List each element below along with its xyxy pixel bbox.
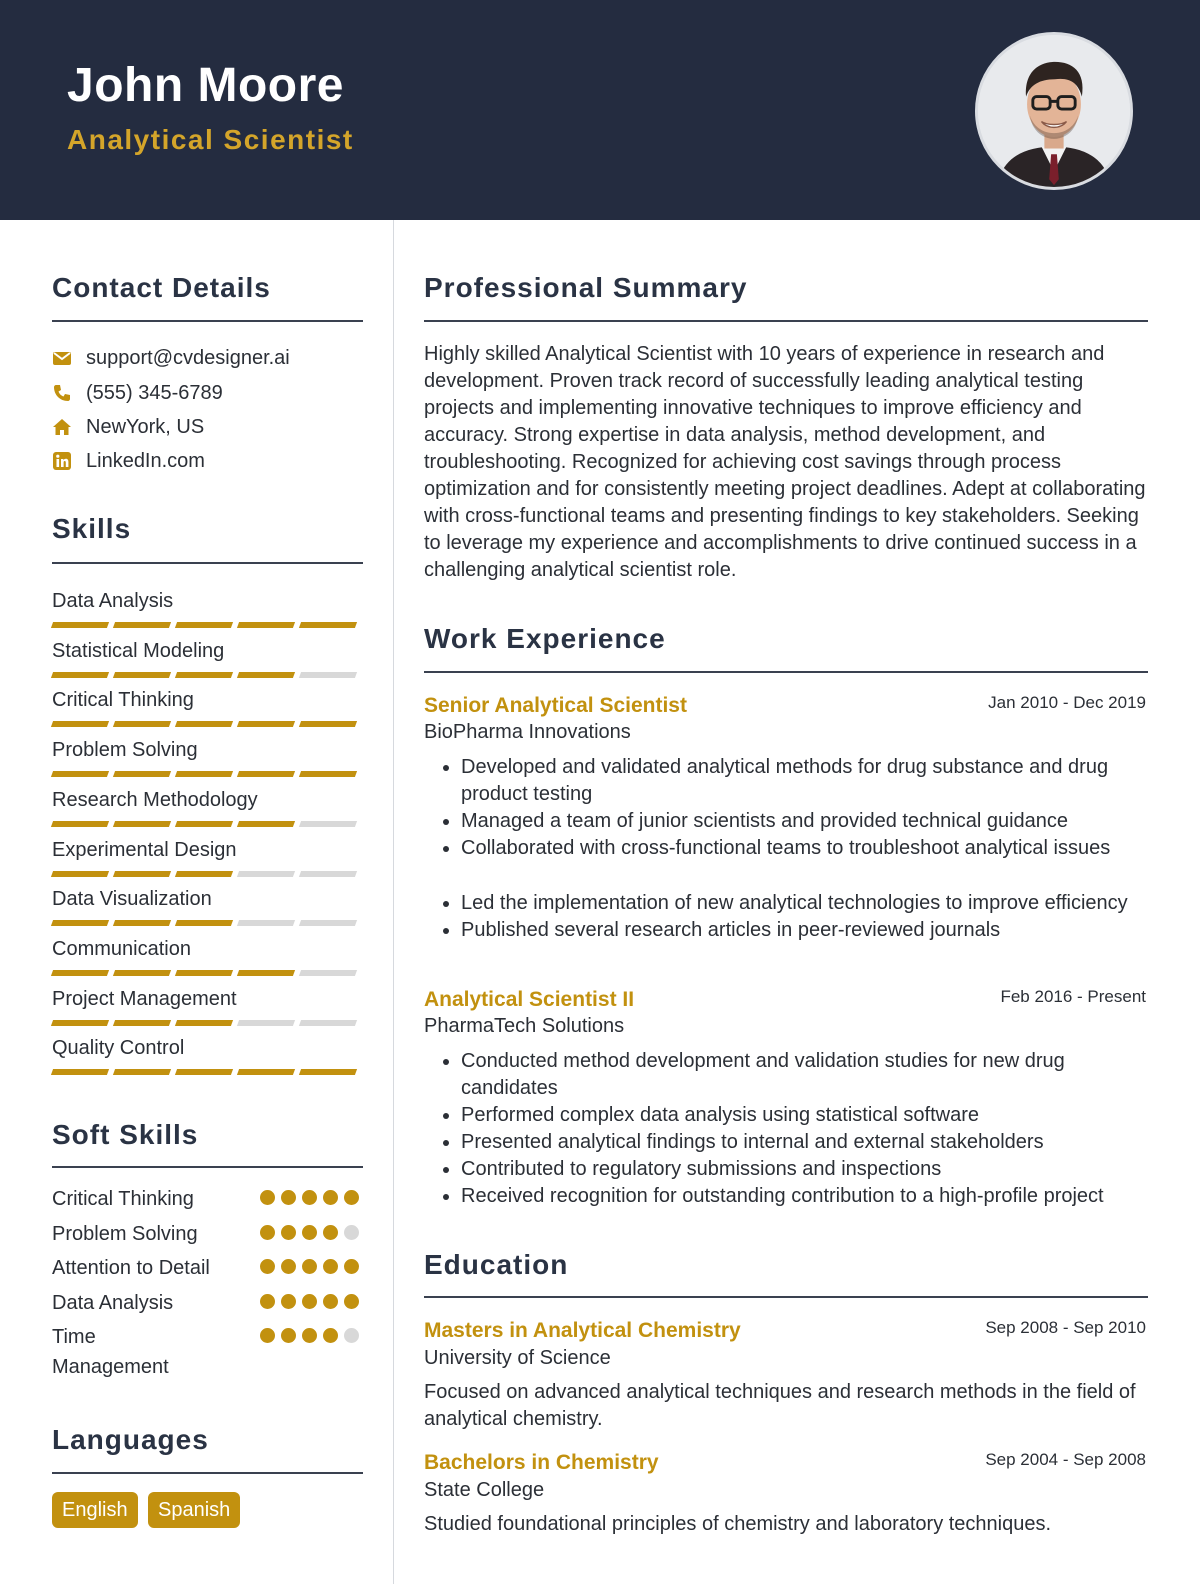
education-description: Focused on advanced analytical techniques and research methods in the field of analytical chemistry. bbox=[424, 1381, 1136, 1430]
job-title: Analytical Scientist II bbox=[424, 988, 635, 1011]
skill-level-segment bbox=[299, 721, 357, 727]
skill-level-segment bbox=[113, 771, 171, 777]
skill-level-segment bbox=[51, 672, 109, 678]
rating-dot bbox=[323, 1328, 338, 1343]
rating-dot bbox=[281, 1225, 296, 1240]
avatar-portrait-icon bbox=[978, 35, 1130, 187]
skill-level-bar bbox=[52, 920, 362, 926]
soft-skill-item bbox=[52, 1288, 362, 1314]
skill-level-segment bbox=[237, 871, 295, 877]
skill-level-segment bbox=[175, 970, 233, 976]
skill-name: Experimental Design bbox=[52, 839, 237, 861]
envelope-icon bbox=[52, 348, 72, 368]
skill-level-segment bbox=[237, 672, 295, 678]
skill-item bbox=[52, 837, 362, 877]
skill-level-segment bbox=[113, 622, 171, 628]
skill-level-segment bbox=[299, 622, 357, 628]
skill-level-segment bbox=[175, 622, 233, 628]
skill-level-bar bbox=[52, 821, 362, 827]
rating-dot bbox=[323, 1225, 338, 1240]
linkedin-icon bbox=[52, 451, 72, 471]
skill-level-segment bbox=[113, 871, 171, 877]
rating-dot bbox=[260, 1225, 275, 1240]
header-banner bbox=[0, 0, 1200, 220]
contact-linkedin-text: LinkedIn.com bbox=[86, 449, 205, 472]
soft-skill-name: Problem Solving bbox=[52, 1223, 198, 1245]
contact-location bbox=[52, 414, 204, 440]
rating-dot bbox=[323, 1294, 338, 1309]
education-rule bbox=[424, 1296, 1148, 1298]
skills-heading: Skills bbox=[52, 513, 132, 544]
skill-level-segment bbox=[237, 771, 295, 777]
company-name: BioPharma Innovations bbox=[424, 721, 631, 743]
rating-dot bbox=[344, 1225, 359, 1240]
skill-level-segment bbox=[51, 821, 109, 827]
job-bullet: Presented analytical findings to internal and external stakeholders bbox=[424, 1129, 1146, 1156]
job-bullet: Contributed to regulatory submissions and inspections bbox=[424, 1156, 1146, 1183]
skill-level-bar bbox=[52, 970, 362, 976]
soft-skill-item bbox=[52, 1219, 362, 1245]
skill-level-segment bbox=[113, 920, 171, 926]
skill-level-bar bbox=[52, 1069, 362, 1075]
skill-level-segment bbox=[299, 771, 357, 777]
skill-item bbox=[52, 588, 362, 628]
skill-level-segment bbox=[299, 970, 357, 976]
skill-level-bar bbox=[52, 721, 362, 727]
education-description: Studied foundational principles of chemistry and laboratory techniques. bbox=[424, 1513, 1052, 1535]
skill-name: Research Methodology bbox=[52, 789, 258, 811]
soft-skill-rating bbox=[260, 1259, 365, 1274]
rating-dot bbox=[344, 1259, 359, 1274]
degree-title: Bachelors in Chemistry bbox=[424, 1451, 659, 1474]
contact-email-text: support@cvdesigner.ai bbox=[86, 346, 290, 369]
skill-level-segment bbox=[175, 721, 233, 727]
rating-dot bbox=[302, 1294, 317, 1309]
skill-level-segment bbox=[237, 821, 295, 827]
rating-dot bbox=[344, 1294, 359, 1309]
rating-dot bbox=[281, 1294, 296, 1309]
skill-level-segment bbox=[175, 1020, 233, 1026]
home-icon bbox=[52, 417, 72, 437]
rating-dot bbox=[344, 1190, 359, 1205]
skill-level-segment bbox=[175, 1069, 233, 1075]
rating-dot bbox=[260, 1328, 275, 1343]
skill-level-segment bbox=[51, 1020, 109, 1026]
soft-skill-item bbox=[52, 1184, 362, 1210]
job-bullets bbox=[424, 754, 1146, 862]
skill-level-segment bbox=[51, 721, 109, 727]
skill-level-segment bbox=[237, 1020, 295, 1026]
soft-skill-rating bbox=[260, 1328, 365, 1343]
experience-heading: Work Experience bbox=[424, 623, 666, 654]
rating-dot bbox=[323, 1190, 338, 1205]
rating-dot bbox=[302, 1259, 317, 1274]
soft-skill-name: Time Management bbox=[52, 1326, 169, 1378]
skill-item bbox=[52, 886, 362, 926]
skill-level-segment bbox=[237, 920, 295, 926]
rating-dot bbox=[302, 1225, 317, 1240]
soft-skill-name: Data Analysis bbox=[52, 1292, 174, 1314]
job-bullet: Managed a team of junior scientists and provided technical guidance bbox=[424, 808, 1146, 835]
skill-level-segment bbox=[237, 721, 295, 727]
phone-icon bbox=[52, 383, 72, 403]
skill-item bbox=[52, 787, 362, 827]
contact-rule bbox=[52, 320, 363, 322]
summary-rule bbox=[424, 320, 1148, 322]
skill-name: Statistical Modeling bbox=[52, 640, 225, 662]
skill-level-segment bbox=[51, 1069, 109, 1075]
education-dates: Sep 2004 - Sep 2008 bbox=[985, 1450, 1146, 1469]
skill-level-segment bbox=[237, 622, 295, 628]
avatar bbox=[975, 32, 1133, 190]
skill-name: Data Visualization bbox=[52, 888, 212, 910]
skill-level-segment bbox=[299, 672, 357, 678]
skill-level-segment bbox=[51, 622, 109, 628]
job-dates: Feb 2016 - Present bbox=[1000, 987, 1146, 1006]
skill-level-segment bbox=[237, 1069, 295, 1075]
skill-item bbox=[52, 737, 362, 777]
language-badge: Spanish bbox=[148, 1492, 240, 1528]
skill-level-segment bbox=[299, 821, 357, 827]
soft-skill-name: Critical Thinking bbox=[52, 1188, 194, 1210]
contact-linkedin[interactable] bbox=[52, 448, 205, 474]
rating-dot bbox=[344, 1328, 359, 1343]
skill-level-bar bbox=[52, 771, 362, 777]
job-bullet: Collaborated with cross-functional teams to troubleshoot analytical issues bbox=[424, 835, 1146, 862]
job-bullet: Led the implementation of new analytical technologies to improve efficiency bbox=[424, 890, 1146, 917]
rating-dot bbox=[302, 1190, 317, 1205]
rating-dot bbox=[260, 1259, 275, 1274]
skill-name: Quality Control bbox=[52, 1037, 185, 1059]
soft-skills-rule bbox=[52, 1166, 363, 1168]
rating-dot bbox=[281, 1328, 296, 1343]
soft-skills-heading: Soft Skills bbox=[52, 1119, 199, 1150]
skill-level-bar bbox=[52, 871, 362, 877]
skill-name: Critical Thinking bbox=[52, 689, 194, 711]
skill-level-segment bbox=[51, 920, 109, 926]
skill-level-segment bbox=[175, 771, 233, 777]
skill-level-segment bbox=[299, 920, 357, 926]
contact-phone-text: (555) 345-6789 bbox=[86, 381, 223, 404]
skill-level-segment bbox=[299, 871, 357, 877]
summary-text: Highly skilled Analytical Scientist with 10 years of experience in research and development. Proven track record of successfully leading analytical testing projects and implementing innovative techniques to improve efficiency and accuracy. Strong expertise in data analysis, method development, and troubleshooting. Recognized for achieving cost savings through process optimization and for consistently meeting project deadlines. Adept at collaborating with cross-functional teams and presenting findings to key stakeholders. Seeking to leverage my experience and accomplishments to drive continued success in a challenging analytical scientist role. bbox=[424, 343, 1146, 581]
skill-level-segment bbox=[237, 970, 295, 976]
job-bullet: Developed and validated analytical methods for drug substance and drug product testing bbox=[424, 754, 1146, 808]
soft-skill-item bbox=[52, 1253, 362, 1279]
soft-skill-rating bbox=[260, 1225, 365, 1240]
rating-dot bbox=[260, 1190, 275, 1205]
skill-item bbox=[52, 638, 362, 678]
rating-dot bbox=[302, 1328, 317, 1343]
languages-rule bbox=[52, 1472, 363, 1474]
skill-level-segment bbox=[113, 821, 171, 827]
skill-level-segment bbox=[175, 871, 233, 877]
rating-dot bbox=[260, 1294, 275, 1309]
skill-level-segment bbox=[175, 821, 233, 827]
skill-name: Data Analysis bbox=[52, 590, 174, 612]
job-bullet: Performed complex data analysis using statistical software bbox=[424, 1102, 1146, 1129]
skill-name: Project Management bbox=[52, 988, 237, 1010]
education-heading: Education bbox=[424, 1249, 569, 1280]
languages-heading: Languages bbox=[52, 1424, 209, 1455]
skill-level-segment bbox=[51, 970, 109, 976]
skills-rule bbox=[52, 562, 363, 564]
skill-item bbox=[52, 687, 362, 727]
education-dates: Sep 2008 - Sep 2010 bbox=[985, 1318, 1146, 1337]
candidate-name: John Moore bbox=[67, 59, 344, 112]
rating-dot bbox=[281, 1259, 296, 1274]
soft-skill-rating bbox=[260, 1294, 365, 1309]
skill-level-segment bbox=[113, 672, 171, 678]
soft-skill-rating bbox=[260, 1190, 365, 1205]
job-bullet: Published several research articles in peer-reviewed journals bbox=[424, 917, 1146, 944]
skill-name: Problem Solving bbox=[52, 739, 198, 761]
contact-heading: Contact Details bbox=[52, 272, 271, 303]
skill-level-segment bbox=[51, 871, 109, 877]
skill-level-segment bbox=[113, 1020, 171, 1026]
skill-level-segment bbox=[113, 721, 171, 727]
skill-level-bar bbox=[52, 672, 362, 678]
skill-level-segment bbox=[175, 920, 233, 926]
soft-skill-item bbox=[52, 1322, 362, 1378]
degree-title: Masters in Analytical Chemistry bbox=[424, 1319, 741, 1342]
candidate-title: Analytical Scientist bbox=[67, 124, 354, 155]
skill-name: Communication bbox=[52, 938, 191, 960]
contact-location-text: NewYork, US bbox=[86, 415, 205, 438]
company-name: PharmaTech Solutions bbox=[424, 1015, 625, 1037]
job-dates: Jan 2010 - Dec 2019 bbox=[988, 693, 1146, 712]
job-title: Senior Analytical Scientist bbox=[424, 694, 687, 717]
language-badge: English bbox=[52, 1492, 138, 1528]
column-divider bbox=[393, 220, 394, 1584]
skill-level-bar bbox=[52, 622, 362, 628]
skill-item bbox=[52, 1035, 362, 1075]
skill-item bbox=[52, 986, 362, 1026]
contact-phone[interactable] bbox=[52, 380, 223, 406]
job-bullets bbox=[424, 1048, 1146, 1210]
contact-email[interactable] bbox=[52, 345, 290, 371]
skill-item bbox=[52, 936, 362, 976]
skill-level-segment bbox=[299, 1069, 357, 1075]
rating-dot bbox=[323, 1259, 338, 1274]
skill-level-segment bbox=[113, 1069, 171, 1075]
skill-level-bar bbox=[52, 1020, 362, 1026]
skill-level-segment bbox=[51, 771, 109, 777]
school-name: University of Science bbox=[424, 1347, 611, 1369]
experience-rule bbox=[424, 671, 1148, 673]
school-name: State College bbox=[424, 1479, 545, 1501]
rating-dot bbox=[281, 1190, 296, 1205]
summary-heading: Professional Summary bbox=[424, 272, 748, 303]
job-bullet: Conducted method development and validation studies for new drug candidates bbox=[424, 1048, 1146, 1102]
soft-skill-name: Attention to Detail bbox=[52, 1257, 210, 1279]
skill-level-segment bbox=[113, 970, 171, 976]
job-bullets bbox=[424, 890, 1146, 944]
skill-level-segment bbox=[299, 1020, 357, 1026]
skill-level-segment bbox=[175, 672, 233, 678]
job-bullet: Received recognition for outstanding contribution to a high-profile project bbox=[424, 1183, 1146, 1210]
